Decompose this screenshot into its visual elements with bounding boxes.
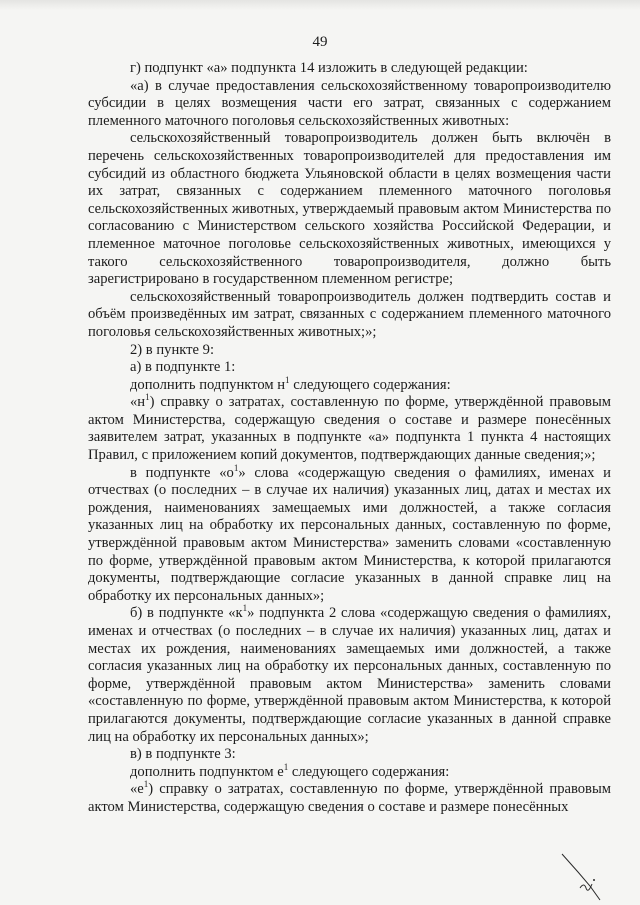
paragraph-text: » слова «содержащую сведения о фамилиях, именах и отчествах (о последних – в случае их наличия) указанных лиц, датах и местах их рождения, наименованиях замещаемых ими должностей, а также согласия указанных лиц на обработку их персональных данных, составленную по форме, утверждённой правовым актом Министерства» заменить словами «составленную по форме, утверждённой правовым актом Министерства, к которой прилагаются документы, подтверждающие согласие указанных в данной справке лиц на обработку их персональных данных»; (88, 464, 611, 604)
paragraph-text: «а) в случае предоставления сельскохозяйственному товаропроизводителю субсидии в целях возмещения части его затрат, связанных с содержанием племенного маточного поголовья сельскохозяйственных животных: (88, 77, 611, 129)
paragraph (88, 359, 611, 377)
paragraph-text: а) в подпункте 1: (130, 359, 236, 376)
paragraph-text: ) справку о затратах, составленную по форме, утверждённой правовым актом Министерства, содержащую сведения о составе и размере понесённых заявителем затрат, указанных в подпункте «а» подпункта 1 пункта 4 настоящих Правил, с приложением копий документов, подтверждающих данные сведения;»; (88, 394, 611, 464)
paragraph (88, 60, 611, 78)
paragraph (88, 289, 611, 342)
paragraph-text: сельскохозяйственный товаропроизводитель должен подтвердить состав и объём произведённых им затрат, связанных с содержанием племенного маточного поголовья сельскохозяйственных животных;»; (88, 288, 611, 340)
paragraph-text: ) справку о затратах, составленную по форме, утверждённой правовым актом Министерства, содержащую сведения о составе и размере понесённых (88, 781, 611, 815)
paragraph (88, 78, 611, 131)
paragraph (88, 605, 611, 746)
paragraph-text: дополнить подпунктом н (130, 376, 286, 393)
paragraph (88, 374, 611, 395)
paragraph-text: сельскохозяйственный товаропроизводитель должен быть включён в перечень сельскохозяйственных товаропроизводителей для предоставления им субсидий из областного бюджета Ульяновской области в целях возмещения части их затрат, связанных с содержанием племенного маточного поголовья сельскохозяйственных животных, утверждаемый правовым актом Министерства по согласованию с Министерством сельского хозяйства Российской Федерации, и племенное маточное поголовье сельскохозяйственных животных, имеющихся у такого сельскохозяйственного товаропроизводителя, должно быть зарегистрировано в государственном племенном регистре; (88, 130, 611, 288)
paragraph-text: в подпункте «о (130, 464, 234, 481)
handwritten-mark-icon (560, 852, 620, 902)
paragraph-text: 2) в пункте 9: (130, 341, 215, 358)
paragraph (88, 761, 611, 782)
paragraph-text: следующего содержания: (289, 376, 451, 393)
superscript-index: 1 (242, 603, 248, 614)
scan-edge-shadow (0, 0, 640, 10)
paragraph-text: г) подпункт «а» подпункта 14 изложить в следующей редакции: (130, 60, 528, 76)
superscript-index: 1 (233, 462, 239, 473)
paragraph (88, 394, 611, 464)
paragraph-text: «н (130, 394, 146, 411)
paragraph-text: следующего содержания: (288, 763, 450, 780)
superscript-index: 1 (283, 761, 289, 772)
paragraph (88, 130, 611, 288)
superscript-index: 1 (145, 392, 150, 403)
paragraph-text: б) в подпункте «к (130, 605, 243, 622)
paragraph (88, 746, 611, 764)
paragraph (88, 462, 611, 606)
paragraph-text: дополнить подпунктом е (130, 763, 284, 780)
paragraph-text: » подпункта 2 слова «содержащую сведения о фамилиях, именах и отчествах (о последних – в случае их наличия) указанных лиц, датах и местах их рождения, наименованиях замещаемых ими должностей, а также согласия указанных лиц на обработку их персональных данных, составленную по форме, утверждённой правовым актом Министерства» заменить словами «составленную по форме, утверждённой правовым актом Министерства, к которой прилагаются документы, подтверждающие согласие указанных в данной справке лиц на обработку их персональных данных»; (88, 605, 611, 745)
superscript-index: 1 (143, 779, 149, 790)
superscript-index: 1 (285, 374, 290, 385)
page-number: 49 (312, 34, 328, 50)
paragraph-text: в) в подпункте 3: (130, 746, 236, 763)
paragraph-text: «е (130, 781, 144, 798)
paragraph (88, 342, 611, 360)
document-body (88, 60, 611, 817)
paragraph (88, 781, 611, 816)
